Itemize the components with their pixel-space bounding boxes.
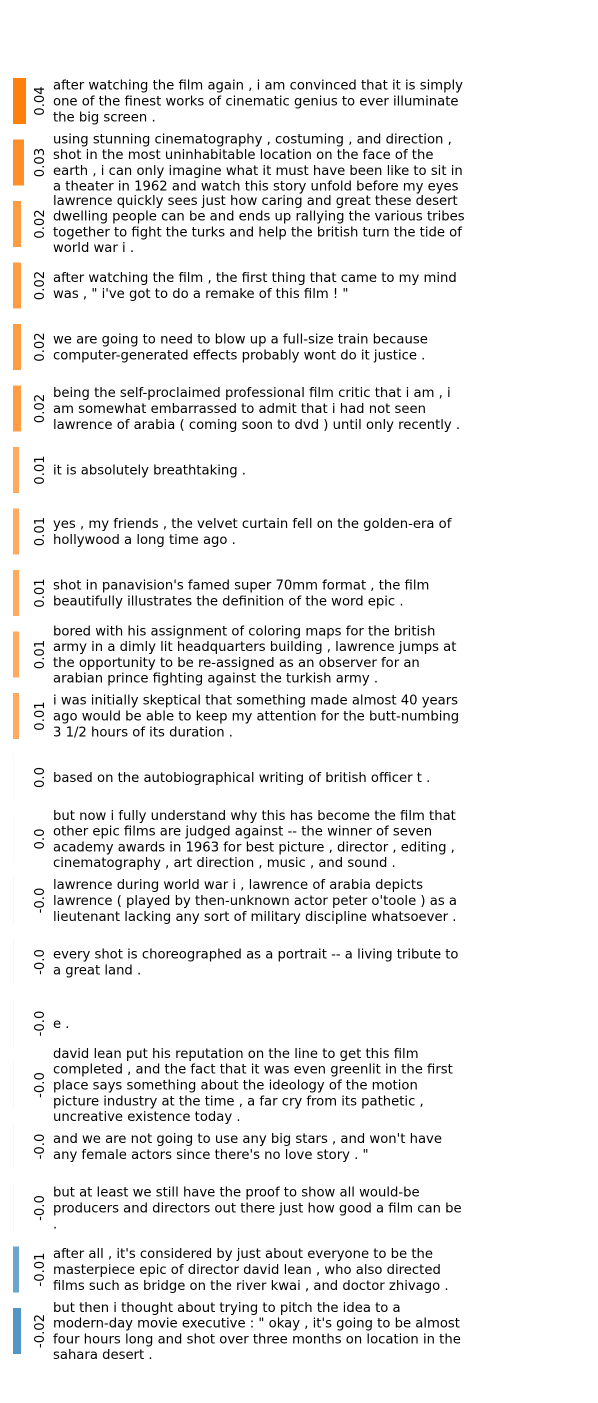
attribution-sentence-line: the opportunity to be re-assigned as an observer for an bbox=[53, 655, 420, 671]
attribution-row bbox=[13, 509, 452, 555]
attribution-bar bbox=[13, 632, 19, 678]
attribution-sentence-line: picture industry at the time , a far cry from its pathetic , bbox=[53, 1094, 424, 1110]
attribution-sentence-line: after watching the film , the first thing that came to my mind bbox=[53, 271, 457, 287]
attribution-row bbox=[13, 1001, 70, 1047]
attribution-sentence-line: earth , i can only imagine what it must have been like to sit in bbox=[53, 163, 463, 179]
attribution-row bbox=[13, 939, 458, 985]
attribution-sentence-line: uncreative existence today . bbox=[53, 1110, 241, 1126]
attribution-row bbox=[13, 132, 463, 194]
attribution-sentence-line: but then i thought about trying to pitch the idea to a bbox=[53, 1300, 401, 1316]
attribution-row bbox=[13, 570, 429, 616]
attribution-value-label: 0.03 bbox=[33, 147, 48, 178]
attribution-sentence-line: academy awards in 1963 for best picture , director , editing , bbox=[53, 840, 455, 856]
attribution-value-label: 0.01 bbox=[33, 516, 48, 547]
attribution-sentence-line: arabian prince fighting against the turkish army . bbox=[53, 671, 379, 687]
attribution-sentence-line: but now i fully understand why this has become the film that bbox=[53, 808, 456, 824]
attribution-sentence-line: world war i . bbox=[53, 241, 135, 257]
attribution-row bbox=[13, 1185, 462, 1232]
attribution-sentence-line: lawrence quickly sees just how caring and great these desert bbox=[53, 193, 458, 209]
attribution-bar bbox=[13, 755, 14, 801]
attribution-sentence-line: and we are not going to use any big stars , and won't have bbox=[53, 1132, 442, 1148]
attribution-sentence-line: 3 1/2 hours of its duration . bbox=[53, 725, 233, 741]
attribution-bar bbox=[13, 324, 21, 370]
attribution-value-label: 0.02 bbox=[33, 393, 48, 424]
attribution-value-label: -0.0 bbox=[33, 887, 48, 914]
attribution-value-label: -0.0 bbox=[33, 1133, 48, 1160]
attribution-bar bbox=[13, 693, 19, 739]
attribution-sentence-line: after all , it's considered by just about everyone to be the bbox=[53, 1247, 434, 1263]
attribution-sentence-line: lawrence during world war i , lawrence of arabia depicts bbox=[53, 878, 423, 894]
attribution-sentence-line: cinematography , art direction , music , and sound . bbox=[53, 856, 396, 872]
attribution-sentence-line: masterpiece epic of director david lean , who also directed bbox=[53, 1263, 441, 1278]
attribution-value-label: -0.02 bbox=[33, 1313, 48, 1349]
attribution-sentence-line: hollywood a long time ago . bbox=[53, 532, 236, 548]
attribution-sentence-line: any female actors since there's no love story . " bbox=[53, 1147, 369, 1163]
attribution-sentence-line: producers and directors out there just how good a film can be bbox=[53, 1201, 462, 1217]
attribution-bar bbox=[13, 201, 21, 247]
attribution-sentence-line: every shot is choreographed as a portrait -- a living tribute to bbox=[53, 947, 459, 963]
attribution-row bbox=[13, 78, 463, 125]
attribution-row bbox=[13, 1301, 461, 1363]
attribution-sentence-line: bored with his assignment of coloring maps for the british bbox=[53, 624, 436, 640]
attribution-value-label: 0.0 bbox=[33, 828, 48, 850]
attribution-value-label: 0.04 bbox=[33, 86, 48, 116]
attribution-row bbox=[13, 755, 430, 801]
attribution-sentence-line: one of the finest works of cinematic genius to ever illuminate bbox=[53, 94, 459, 110]
attribution-sentence-line: being the self-proclaimed professional film critic that i am , i bbox=[53, 386, 451, 402]
attribution-sentence-line: a great land . bbox=[53, 963, 142, 979]
attribution-bar bbox=[13, 1062, 14, 1108]
attribution-sentence-line: films such as bridge on the river kwai , and doctor zhivago . bbox=[53, 1278, 449, 1294]
attribution-sentence-line: sahara desert . bbox=[53, 1348, 153, 1364]
attribution-value-label: 0.02 bbox=[33, 332, 48, 362]
attribution-sentence-line: it is absolutely breathtaking . bbox=[53, 463, 247, 479]
attribution-value-label: -0.0 bbox=[33, 1072, 48, 1098]
attribution-row bbox=[13, 693, 459, 740]
attribution-value-label: -0.0 bbox=[33, 949, 48, 975]
attribution-row bbox=[13, 878, 457, 925]
attribution-sentence-line: david lean put his reputation on the line to get this film bbox=[53, 1046, 419, 1062]
attribution-sentence-line: yes , my friends , the velvet curtain fell on the golden-era of bbox=[53, 517, 452, 533]
attribution-sentence-line: based on the autobiographical writing of british officer t . bbox=[53, 771, 431, 786]
attribution-bar bbox=[13, 386, 21, 432]
attribution-row bbox=[13, 624, 456, 686]
attribution-bar bbox=[13, 263, 21, 309]
attribution-bar bbox=[13, 1001, 14, 1047]
attribution-sentence-line: e . bbox=[53, 1017, 70, 1032]
attribution-sentence-line: using stunning cinematography , costuming , and direction , bbox=[53, 132, 452, 148]
attribution-bar bbox=[13, 570, 19, 616]
attribution-sentence-line: shot in the most uninhabitable location on the face of the bbox=[53, 148, 434, 164]
attribution-sentence-line: dwelling people can be and ends up rallying the various tribes bbox=[53, 209, 465, 225]
attribution-row bbox=[13, 447, 246, 493]
attribution-sentence-line: together to fight the turks and help the british turn the tide of bbox=[53, 225, 462, 241]
attribution-row bbox=[13, 809, 456, 871]
attribution-sentence-line: four hours long and shot over three months on location in the bbox=[53, 1332, 461, 1348]
attribution-bar bbox=[13, 509, 19, 555]
attribution-bar bbox=[13, 816, 14, 862]
attribution-sentence-line: we are going to need to blow up a full-size train because bbox=[53, 332, 428, 348]
attribution-value-label: -0.0 bbox=[33, 1010, 48, 1037]
attribution-sentence-line: . bbox=[53, 1217, 58, 1233]
attribution-sentence-line: but at least we still have the proof to show all would-be bbox=[53, 1185, 420, 1201]
attribution-bar bbox=[13, 1185, 14, 1231]
attribution-row bbox=[13, 1124, 442, 1170]
attribution-bar bbox=[13, 1124, 14, 1170]
attribution-sentence-line: modern-day movie executive : " okay , it's going to be almost bbox=[53, 1316, 460, 1332]
attribution-sentence-line: shot in panavision's famed super 70mm format , the film bbox=[53, 578, 430, 594]
attribution-bar bbox=[13, 447, 19, 493]
attribution-value-label: -0.01 bbox=[33, 1252, 48, 1287]
attribution-sentence-line: lieutenant lacking any sort of military discipline whatsoever . bbox=[53, 909, 457, 925]
attribution-value-label: -0.0 bbox=[33, 1195, 48, 1221]
attribution-sentence-line: place says something about the ideology of the motion bbox=[53, 1078, 418, 1094]
attribution-row bbox=[13, 1247, 449, 1294]
attribution-sentence-line: ago would be able to keep my attention for the butt-numbing bbox=[53, 709, 460, 725]
attribution-bar bbox=[13, 878, 14, 924]
attribution-sentence-line: after watching the film again , i am convinced that it is simply bbox=[53, 78, 463, 94]
attribution-row bbox=[13, 263, 457, 309]
attribution-sentence-line: am somewhat embarrassed to admit that i had not seen bbox=[53, 402, 426, 417]
attribution-bar bbox=[13, 1247, 19, 1293]
attribution-row bbox=[13, 1047, 453, 1125]
attribution-bar bbox=[13, 939, 14, 985]
attribution-sentence-line: computer-generated effects probably wont do it justice . bbox=[53, 348, 426, 364]
attribution-sentence-line: lawrence ( played by then-unknown actor peter o'toole ) as a bbox=[53, 894, 457, 909]
attribution-sentence-line: was , " i've got to do a remake of this film ! " bbox=[53, 286, 349, 302]
attribution-sentence-line: the big screen . bbox=[53, 110, 156, 126]
attribution-sentence-line: other epic films are judged against -- the winner of seven bbox=[53, 824, 433, 840]
attribution-value-label: 0.01 bbox=[33, 578, 48, 608]
attribution-row bbox=[13, 324, 428, 370]
attribution-value-label: 0.01 bbox=[33, 639, 48, 670]
attribution-row bbox=[13, 386, 460, 433]
attribution-sentence-line: lawrence of arabia ( coming soon to dvd ) until only recently . bbox=[53, 417, 461, 433]
attribution-sentence-line: army in a dimly lit headquarters building , lawrence jumps at bbox=[53, 640, 457, 656]
attribution-bar bbox=[13, 140, 24, 186]
attribution-value-label: 0.01 bbox=[33, 701, 48, 731]
attribution-sentence-line: beautifully illustrates the definition of the word epic . bbox=[53, 594, 404, 610]
attribution-bar bbox=[13, 78, 26, 124]
attribution-value-label: 0.01 bbox=[33, 455, 48, 485]
attribution-bar bbox=[13, 1308, 21, 1354]
attribution-value-label: 0.02 bbox=[33, 209, 48, 239]
attribution-value-label: 0.02 bbox=[33, 270, 48, 301]
attribution-sentence-line: completed , and the fact that it was even greenlit in the first bbox=[53, 1062, 453, 1078]
attribution-sentence-line: a theater in 1962 and watch this story unfold before my eyes bbox=[53, 179, 459, 195]
attribution-row bbox=[13, 194, 465, 256]
attribution-sentence-line: i was initially skeptical that something made almost 40 years bbox=[53, 693, 459, 709]
attribution-value-label: 0.0 bbox=[33, 767, 48, 788]
